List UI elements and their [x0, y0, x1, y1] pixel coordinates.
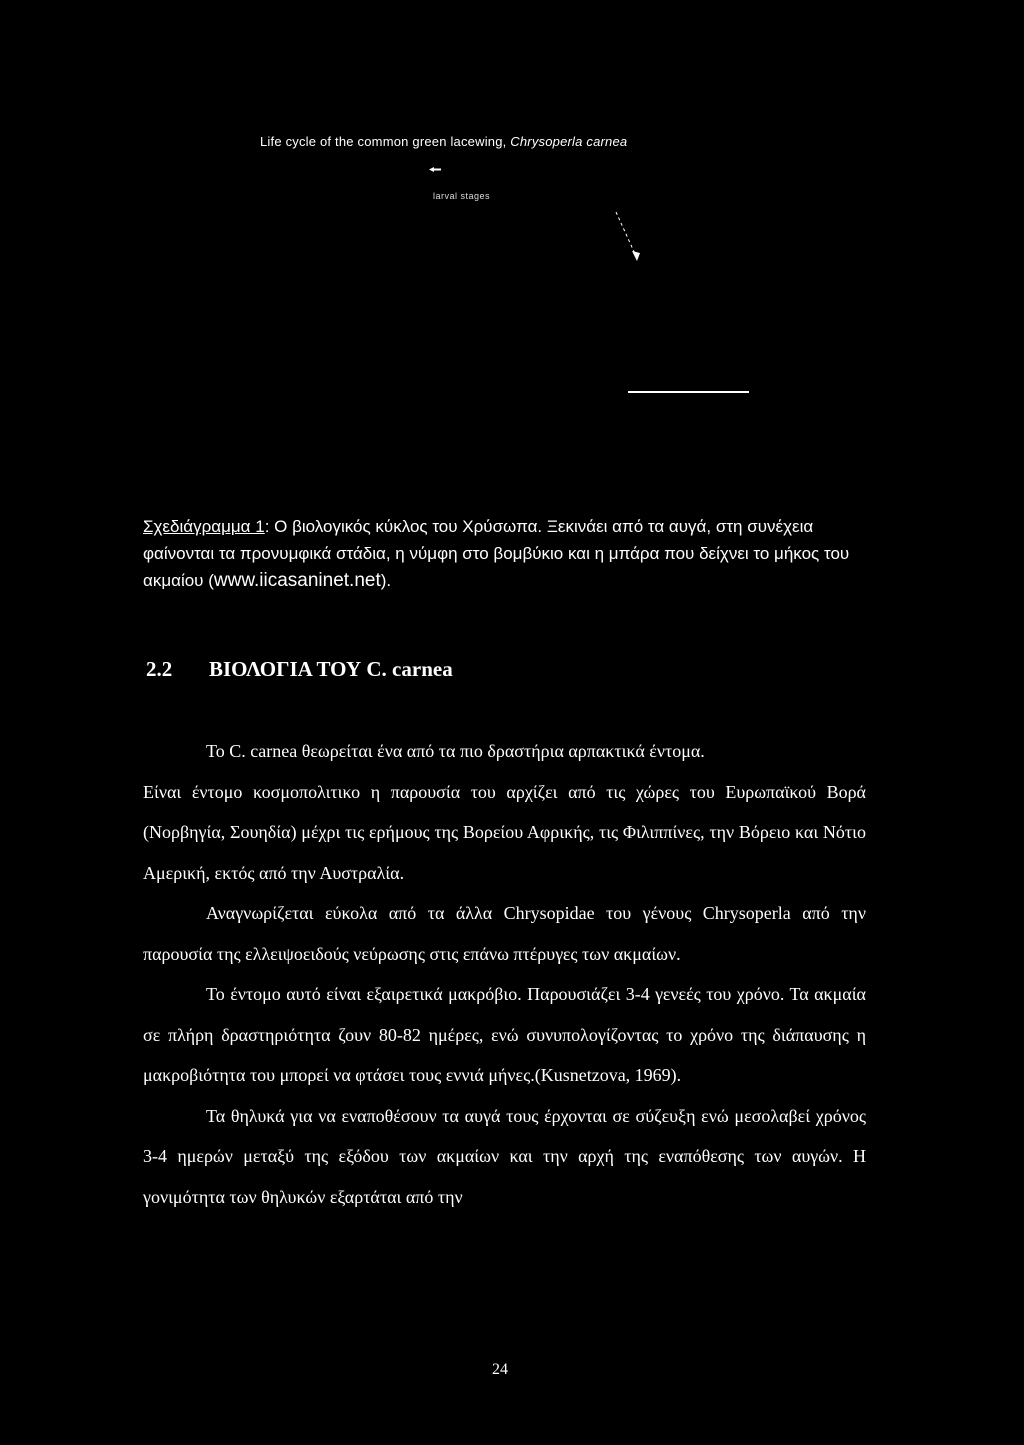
left-arrow-icon	[429, 167, 441, 172]
caption-text-end: ).	[380, 571, 392, 590]
paragraph: Τα θηλυκά για να εναποθέσουν τα αυγά τους έρχονται σε σύζευξη ενώ μεσολαβεί χρόνος 3-4 ημερών μεταξύ της εξόδου των ακμαίων και την αρχή της εναπόθεσης των αυγών. Η γονιμότητα των θηλυκών εξαρτάται από την	[143, 1105, 866, 1207]
body-text	[143, 731, 866, 1217]
paragraph: Είναι έντομο κοσμοπολιτικο η παρουσία του αρχίζει από τις χώρες του Ευρωπαϊκού Βορά (Νορβηγία, Σουηδία) μέχρι τις ερήμους της Βορείου Αφρικής, τις Φιλιππίνες, την Βόρειο και Νότιο Αμερική, εκτός από την Αυστραλία.	[143, 781, 866, 883]
figure-caption	[143, 513, 878, 594]
scale-bar	[628, 391, 749, 393]
pointer-arrow-icon	[590, 198, 640, 264]
larval-stages-label: larval stages	[433, 191, 491, 201]
paragraph: Το έντομο αυτό είναι εξαιρετικά μακρόβιο. Παρουσιάζει 3-4 γενεές του χρόνο. Τα ακμαία σε πλήρη δραστηριότητα ζουν 80-82 ημέρες, ενώ συνυπολογίζοντας το χρόνο της διάπαυσης η μακροβιότητα του μπορεί να φτάσει τους εννιά μήνες.(Kusnetzova, 1969).	[143, 984, 866, 1085]
figure-title	[260, 134, 720, 149]
section-heading	[146, 657, 646, 682]
figure-title-text: Life cycle of the common green lacewing,	[260, 134, 511, 149]
caption-label: Σχεδιάγραμμα 1	[143, 517, 265, 536]
caption-text: : Ο βιολογικός κύκλος του Χρύσωπα. Ξεκινάει από τα αυγά, στη συνέχεια φαίνονται τα προνυμφικά στάδια, η νύμφη στο βομβύκιο και η μπάρα που δείχνει το μήκος του ακμαίου (	[143, 517, 850, 590]
section-number: 2.2	[146, 657, 173, 681]
section-title: ΒΙΟΛΟΓΙΑ ΤΟΥ C. carnea	[209, 657, 453, 681]
caption-url: www.iicasaninet.net	[213, 570, 381, 591]
paragraph: Αναγνωρίζεται εύκολα από τα άλλα Chrysopidae του γένους Chrysoperla από την παρουσία της ελλειψοειδούς νεύρωσης στις επάνω πτέρυγες των ακμαίων.	[143, 903, 866, 964]
paragraph: Το C. carnea θεωρείται ένα από τα πιο δραστήρια αρπακτικά έντομα.	[206, 741, 705, 761]
figure-title-species: Chrysoperla carnea	[510, 134, 628, 149]
page-number: 24	[492, 1361, 508, 1378]
